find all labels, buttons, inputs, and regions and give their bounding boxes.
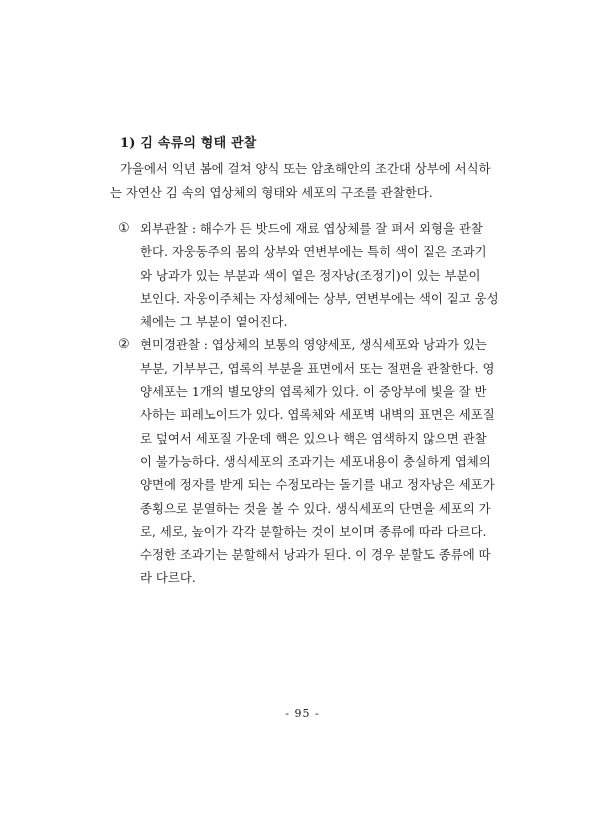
item-line: 와 낭과가 있는 부분과 색이 옅은 정자낭(조정기)이 있는 부분이 bbox=[140, 267, 481, 283]
item-line: 종횡으로 분열하는 것을 볼 수 있다. 생식세포의 단면을 세포의 가 bbox=[140, 500, 491, 516]
item-line: 한다. 자웅동주의 몸의 상부와 연변부에는 특히 색이 짙은 조과기 bbox=[140, 244, 487, 260]
intro-paragraph bbox=[110, 157, 502, 204]
list-item-external-observation bbox=[118, 217, 508, 333]
item-body bbox=[118, 217, 508, 333]
section-heading: 1) 김 속류의 형태 관찰 bbox=[120, 136, 257, 151]
item-line: 외부관찰 : 해수가 든 밧드에 재료 엽상체를 잘 펴서 외형을 관찰 bbox=[140, 221, 483, 236]
list-item-microscope-observation bbox=[118, 333, 508, 589]
item-line: 사하는 피레노이드가 있다. 엽록체와 세포벽 내벽의 표면은 세포질 bbox=[140, 407, 495, 423]
item-body bbox=[118, 333, 508, 589]
item-line: 로, 세로, 높이가 각각 분할하는 것이 보이며 종류에 따라 다르다. bbox=[140, 523, 487, 539]
item-line: 양면에 정자를 받게 되는 수정모라는 돌기를 내고 정자낭은 세포가 bbox=[140, 477, 495, 493]
item-line: 수정한 조과기는 분할해서 낭과가 된다. 이 경우 분할도 종류에 따 bbox=[140, 547, 491, 563]
item-line: 보인다. 자웅이주체는 자성체에는 상부, 연변부에는 색이 짙고 웅성 bbox=[140, 290, 499, 306]
item-line: 라 다르다. bbox=[140, 570, 196, 586]
item-marker: ② bbox=[118, 337, 130, 353]
item-line: 현미경관찰 : 엽상체의 보통의 영양세포, 생식세포와 낭과가 있는 bbox=[140, 337, 487, 353]
observation-list bbox=[118, 217, 508, 590]
item-line: 양세포는 1개의 별모양의 엽록체가 있다. 이 중앙부에 빛을 잘 반 bbox=[140, 384, 487, 400]
intro-line: 가을에서 익년 봄에 걸쳐 양식 또는 암초해안의 조간대 상부에 서식하 bbox=[120, 161, 491, 176]
item-line: 이 불가능하다. 생식세포의 조과기는 세포내용이 충실하게 엽체의 bbox=[140, 453, 491, 469]
item-marker: ① bbox=[118, 221, 130, 236]
item-line: 부분, 기부부근, 엽록의 부분을 표면에서 또는 절편을 관찰한다. 영 bbox=[140, 360, 495, 376]
intro-line: 는 자연산 김 속의 엽상체의 형태와 세포의 구조를 관찰한다. bbox=[110, 184, 433, 200]
item-line: 로 덮여서 세포질 가운데 핵은 있으나 핵은 염색하지 않으면 관찰 bbox=[140, 430, 487, 446]
page-number: - 95 - bbox=[285, 707, 320, 720]
item-line: 체에는 그 부분이 옅어진다. bbox=[140, 314, 288, 330]
